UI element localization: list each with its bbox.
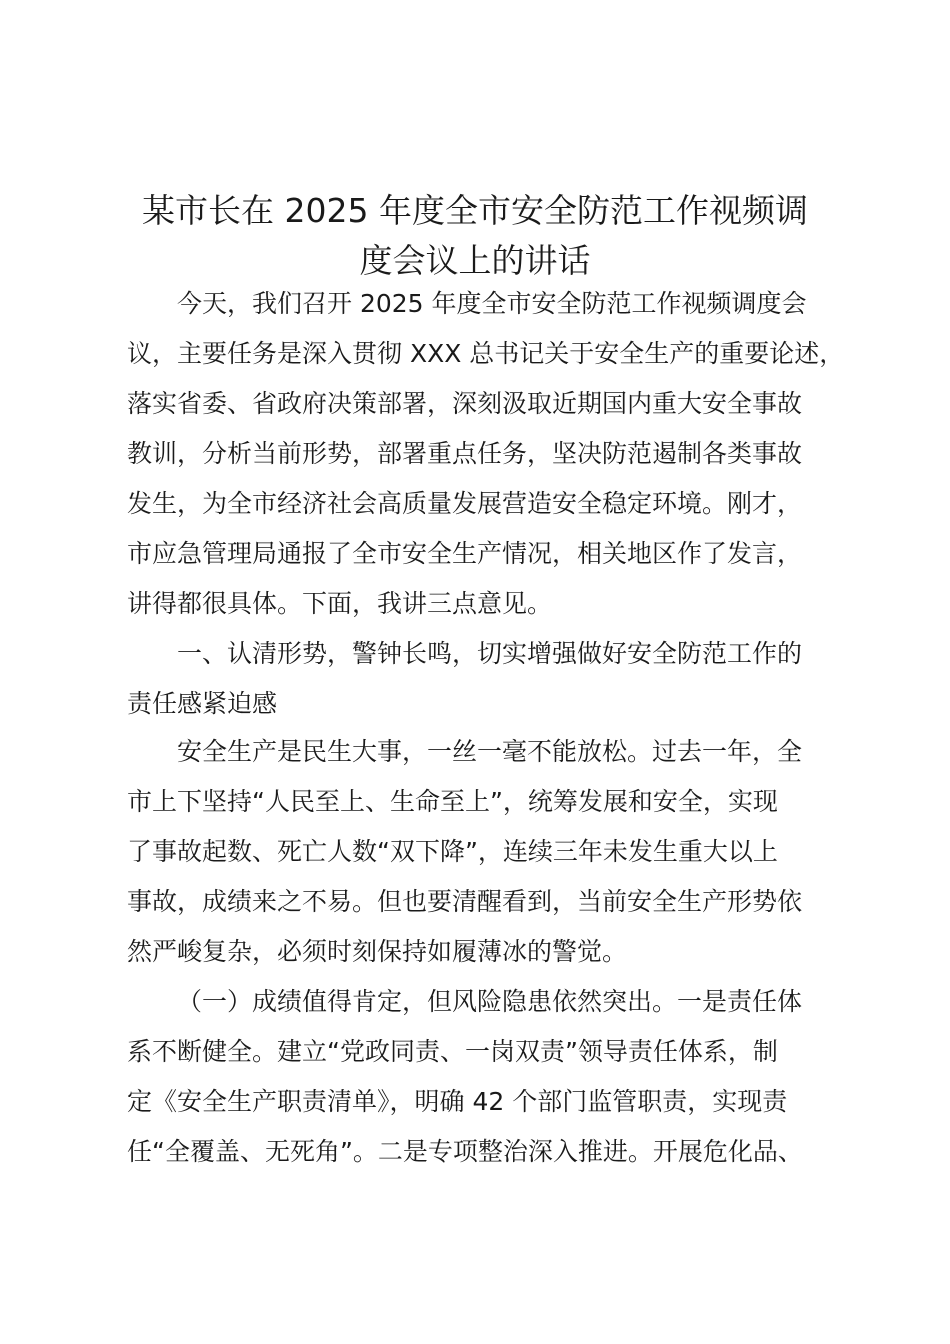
title-line-1: 某市长在 2025 年度全市安全防范工作视频调 xyxy=(142,191,808,230)
body-line: 教训，分析当前形势，部署重点任务，坚决防范遏制各类事故 xyxy=(127,439,803,468)
body-line: 市上下坚持“人民至上、生命至上”，统筹发展和安全，实现 xyxy=(127,787,778,816)
section-heading-line: 责任感紧迫感 xyxy=(127,689,278,718)
body-line: 系不断健全。建立“党政同责、一岗双责”领导责任体系，制 xyxy=(127,1037,778,1066)
body-line: 议，主要任务是深入贯彻 XXX 总书记关于安全生产的重要论述， xyxy=(127,339,845,368)
body-line: 今天，我们召开 2025 年度全市安全防范工作视频调度会 xyxy=(177,289,807,318)
body-line: 事故，成绩来之不易。但也要清醒看到，当前安全生产形势依 xyxy=(127,887,803,916)
document-title xyxy=(100,186,850,286)
body-line: 讲得都很具体。下面，我讲三点意见。 xyxy=(127,589,553,618)
body-line: 安全生产是民生大事，一丝一毫不能放松。过去一年，全 xyxy=(177,737,803,766)
body-line: 市应急管理局通报了全市安全生产情况，相关地区作了发言， xyxy=(127,539,803,568)
body-line: 了事故起数、死亡人数“双下降”，连续三年未发生重大以上 xyxy=(127,837,778,866)
body-line: 然严峻复杂，必须时刻保持如履薄冰的警觉。 xyxy=(127,937,628,966)
title-line-2: 度会议上的讲话 xyxy=(359,241,591,280)
body-line: 发生，为全市经济社会高质量发展营造安全稳定环境。刚才， xyxy=(127,489,803,518)
body-line: 定《安全生产职责清单》，明确 42 个部门监管职责，实现责 xyxy=(127,1087,788,1116)
body-line: 落实省委、省政府决策部署，深刻汲取近期国内重大安全事故 xyxy=(127,389,803,418)
section-heading-line: 一、认清形势，警钟长鸣，切实增强做好安全防范工作的 xyxy=(177,639,803,668)
body-line: 任“全覆盖、无死角”。二是专项整治深入推进。开展危化品、 xyxy=(127,1137,803,1166)
body-line: （一）成绩值得肯定，但风险隐患依然突出。一是责任体 xyxy=(177,987,803,1016)
